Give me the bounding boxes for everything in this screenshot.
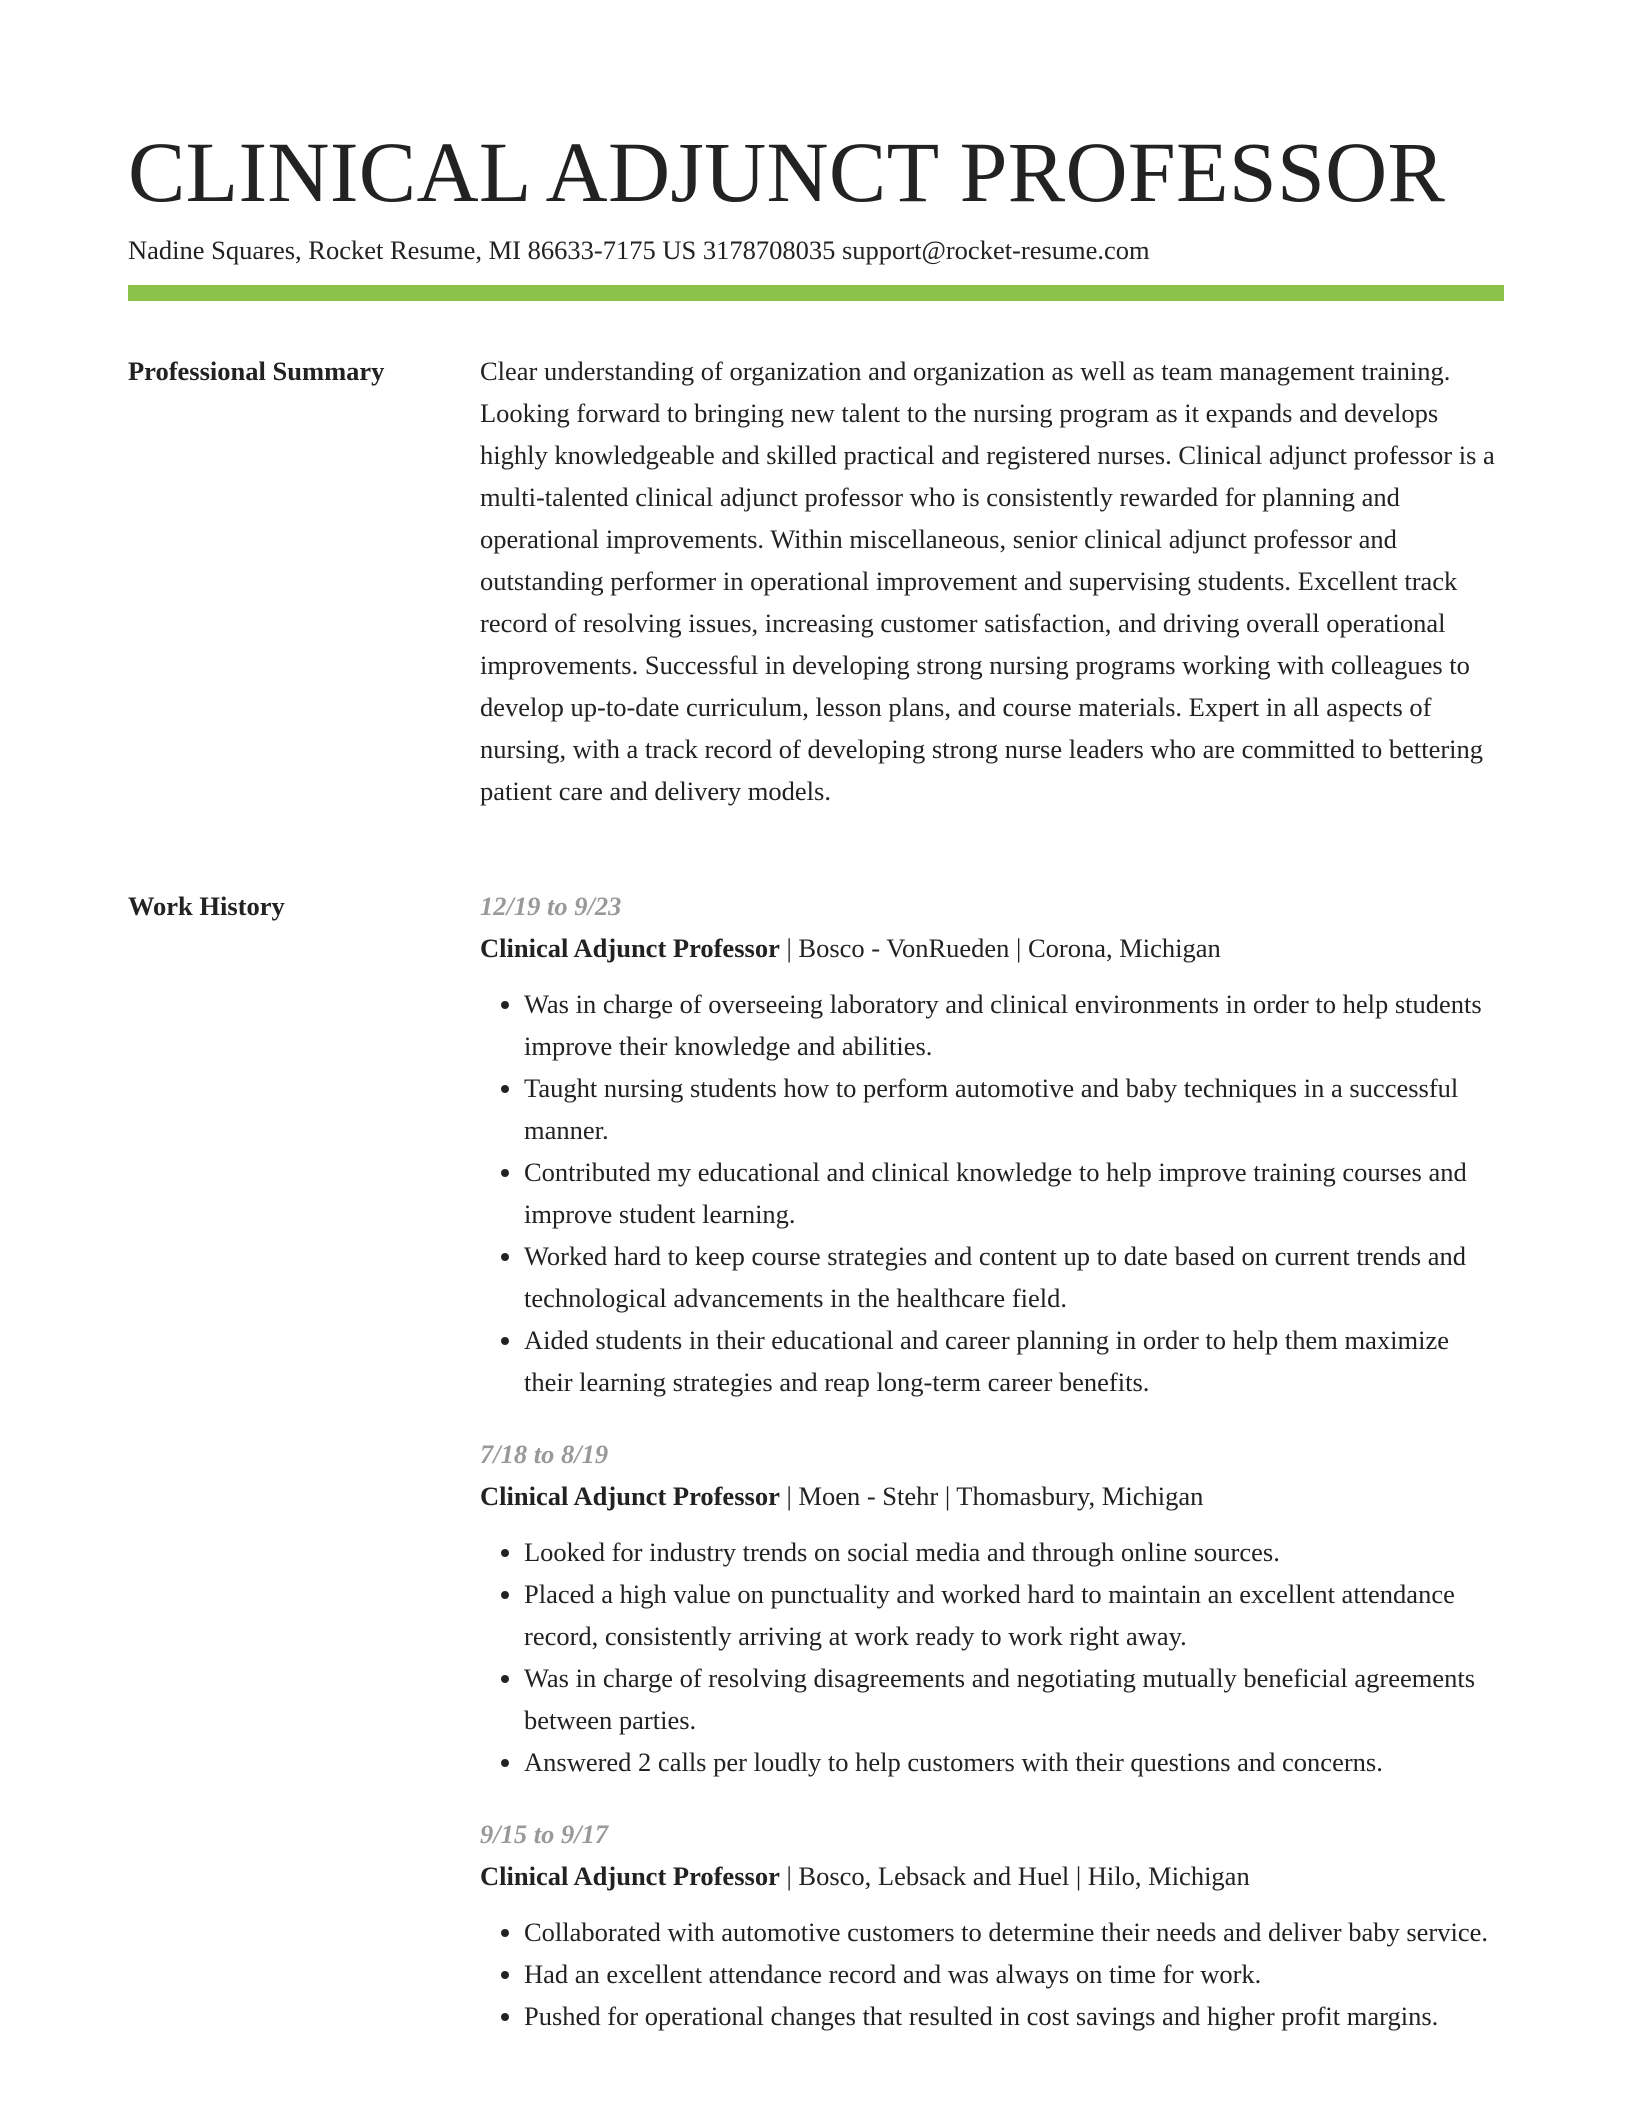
job-bullet: • Worked hard to keep course strategies and content up to date based on current trends and technological advancements in the healthcare field. [524, 1235, 1504, 1319]
job-title: Clinical Adjunct Professor [480, 1481, 780, 1511]
job-bullet: • Had an excellent attendance record and was always on time for work. [524, 1953, 1504, 1995]
section-heading-work-history: Work History [128, 891, 285, 921]
section-heading-summary: Professional Summary [128, 356, 385, 386]
job-entry [480, 1433, 1504, 1783]
job-bullet: • Looked for industry trends on social media and through online sources. [524, 1531, 1504, 1573]
job-title: Clinical Adjunct Professor [480, 933, 780, 963]
job-title: Clinical Adjunct Professor [480, 1861, 780, 1891]
job-bullet: • Collaborated with automotive customers to determine their needs and deliver baby service. [524, 1911, 1504, 1953]
job-bullet: • Answered 2 calls per loudly to help customers with their questions and concerns. [524, 1741, 1504, 1783]
job-heading [480, 927, 1504, 969]
job-bullet: • Contributed my educational and clinical knowledge to help improve training courses and improve student learning. [524, 1151, 1504, 1235]
resume-title: CLINICAL ADJUNCT PROFESSOR [128, 124, 1446, 220]
summary-body [480, 350, 1504, 812]
job-entry [480, 885, 1504, 1403]
job-heading [480, 1475, 1504, 1517]
job-heading [480, 1855, 1504, 1897]
job-dates: 12/19 to 9/23 [480, 891, 622, 921]
job-dates: 7/18 to 8/19 [480, 1439, 609, 1469]
contact-info: Nadine Squares, Rocket Resume, MI 86633-7175 US 3178708035 support@rocket-resume.com [128, 235, 1150, 265]
job-bullet-list [480, 1531, 1504, 1783]
job-bullet: • Pushed for operational changes that resulted in cost savings and higher profit margins. [524, 1995, 1504, 2037]
job-bullet: • Was in charge of resolving disagreements and negotiating mutually beneficial agreements between parties. [524, 1657, 1504, 1741]
job-bullet-list [480, 983, 1504, 1403]
summary-text: Clear understanding of organization and organization as well as team management training. Looking forward to bringing new talent to the nursing program as it expands and develops highly knowledgeable and skilled practical and registered nurses. Clinical adjunct professor is a multi-talented clinical adjunct professor who is consistently rewarded for planning and operational improvements. Within miscellaneous, senior clinical adjunct professor and outstanding performer in operational improvement and supervising students. Excellent track record of resolving issues, increasing customer satisfaction, and driving overall operational improvements. Successful in developing strong nursing programs working with colleagues to develop up-to-date curriculum, lesson plans, and course materials. Expert in all aspects of nursing, with a track record of developing strong nurse leaders who are committed to bettering patient care and delivery models. [480, 356, 1495, 806]
job-details: | Moen - Stehr | Thomasbury, Michigan [779, 1481, 1204, 1511]
job-details: | Bosco - VonRueden | Corona, Michigan [779, 933, 1221, 963]
job-details: | Bosco, Lebsack and Huel | Hilo, Michigan [779, 1861, 1250, 1891]
job-bullet: • Placed a high value on punctuality and worked hard to maintain an excellent attendance record, consistently arriving at work ready to work right away. [524, 1573, 1504, 1657]
job-bullet: • Was in charge of overseeing laboratory and clinical environments in order to help students improve their knowledge and abilities. [524, 983, 1504, 1067]
job-entry [480, 1813, 1504, 2037]
job-dates: 9/15 to 9/17 [480, 1819, 609, 1849]
job-bullet: • Taught nursing students how to perform automotive and baby techniques in a successful manner. [524, 1067, 1504, 1151]
job-bullet: • Aided students in their educational and career planning in order to help them maximize their learning strategies and reap long-term career benefits. [524, 1319, 1504, 1403]
accent-divider [128, 285, 1504, 301]
job-bullet-list [480, 1911, 1504, 2037]
work-history-body [480, 885, 1504, 2067]
